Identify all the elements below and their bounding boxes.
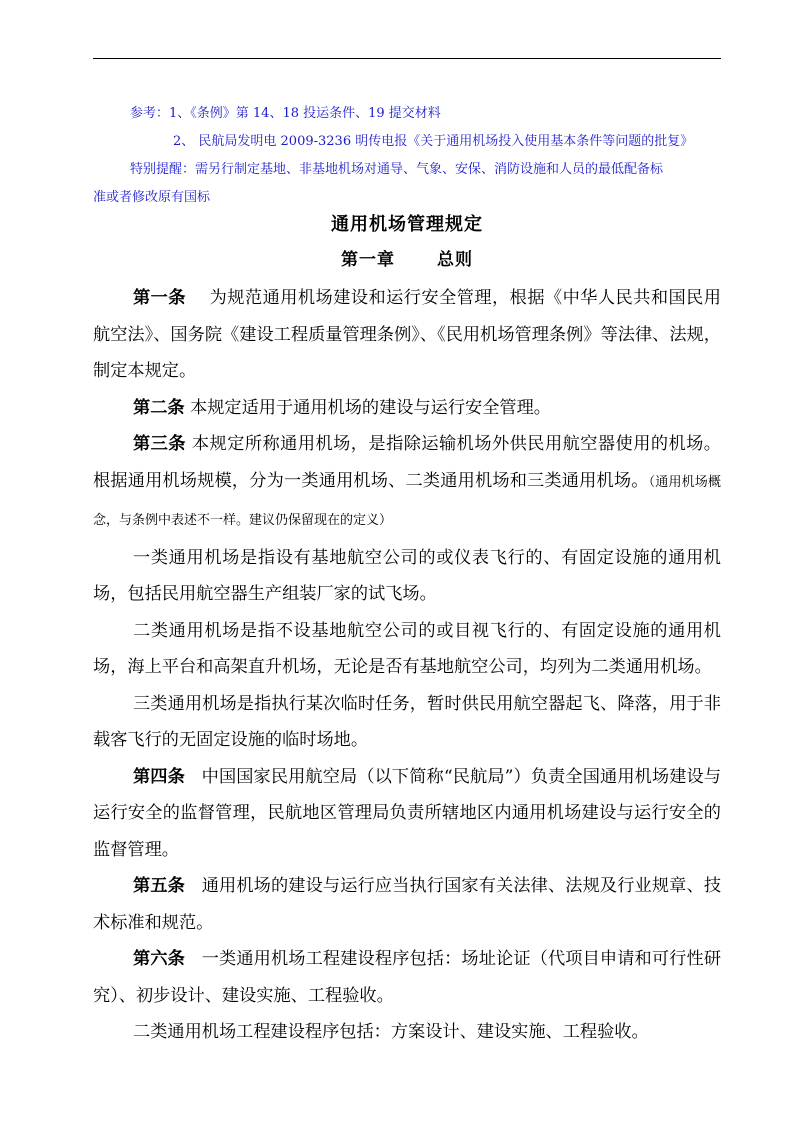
article-text: 中国国家民用航空局（以下简称“民航局”）负责全国通用机场建设与运行安全的监督管理，民航地区管理局负责所辖地区内通用机场建设与运行安全的监督管理。 bbox=[93, 766, 722, 860]
note-reminder-line: 特别提醒：需另行制定基地、非基地机场对通导、气象、安保、消防设施和人员的最低配备标 bbox=[130, 162, 664, 177]
paragraph-class-2-procedure: 二类通用机场工程建设程序包括：方案设计、建设实施、工程验收。 bbox=[133, 1022, 649, 1042]
article-label: 第三条 bbox=[133, 434, 186, 454]
article-6 bbox=[93, 941, 721, 1014]
chapter-number: 第一章 bbox=[341, 250, 395, 270]
article-label: 第四条 bbox=[133, 766, 185, 787]
article-3-note: （通用机场概念，与条例中表述不一样。建议仍保留现在的定义） bbox=[93, 474, 721, 528]
article-text: 本规定所称通用机场，是指除运输机场外供民用航空器使用的机场。根据通用机场规模，分为一类通用机场、二类通用机场和三类通用机场。 bbox=[93, 434, 721, 491]
article-text: 本规定适用于通用机场的建设与运行安全管理。 bbox=[190, 397, 551, 418]
article-3 bbox=[93, 426, 721, 540]
chapter-name: 总则 bbox=[437, 250, 473, 270]
article-text: 通用机场的建设与运行应当执行国家有关法律、法规及行业规章、技术标准和规范。 bbox=[93, 876, 722, 933]
document-body bbox=[93, 280, 721, 1051]
article-label: 第一条 bbox=[133, 288, 186, 308]
article-label: 第六条 bbox=[133, 949, 185, 969]
chapter-heading bbox=[93, 245, 721, 270]
article-1 bbox=[93, 280, 721, 390]
article-4 bbox=[93, 759, 721, 869]
article-5 bbox=[93, 868, 721, 941]
note-reminder-continued: 准或者修改原有国标 bbox=[93, 190, 211, 205]
article-text: 为规范通用机场建设和运行安全管理，根据《中华人民共和国民用航空法》、国务院《建设工程质量管理条例》、《民用机场管理条例》等法律、法规，制定本规定。 bbox=[93, 288, 721, 381]
note-reference-line: 参考：1、《条例》第 14、18 投运条件、19 提交材料 bbox=[130, 106, 441, 121]
article-label: 第五条 bbox=[133, 876, 185, 896]
header-rule bbox=[93, 58, 721, 59]
note-telegram-line: 2、 民航局发明电 2009-3236 明传电报《关于通用机场投入使用基本条件等问题的批复》 bbox=[173, 134, 694, 149]
document-title: 通用机场管理规定 bbox=[331, 214, 483, 235]
paragraph-class-1: 一类通用机场是指设有基地航空公司的或仪表飞行的、有固定设施的通用机场，包括民用航空器生产组装厂家的试飞场。 bbox=[93, 547, 721, 604]
reference-notes bbox=[93, 100, 733, 212]
article-label: 第二条 bbox=[133, 397, 185, 418]
paragraph-class-3: 三类通用机场是指执行某次临时任务，暂时供民用航空器起飞、降落，用于非载客飞行的无固定设施的临时场地。 bbox=[93, 693, 721, 750]
paragraph-class-2: 二类通用机场是指不设基地航空公司的或目视飞行的、有固定设施的通用机场，海上平台和高架直升机场，无论是否有基地航空公司，均列为二类通用机场。 bbox=[93, 620, 721, 677]
article-2 bbox=[93, 390, 721, 427]
article-text: 一类通用机场工程建设程序包括：场址论证（代项目申请和可行性研究）、初步设计、建设实施、工程验收。 bbox=[93, 949, 722, 1006]
